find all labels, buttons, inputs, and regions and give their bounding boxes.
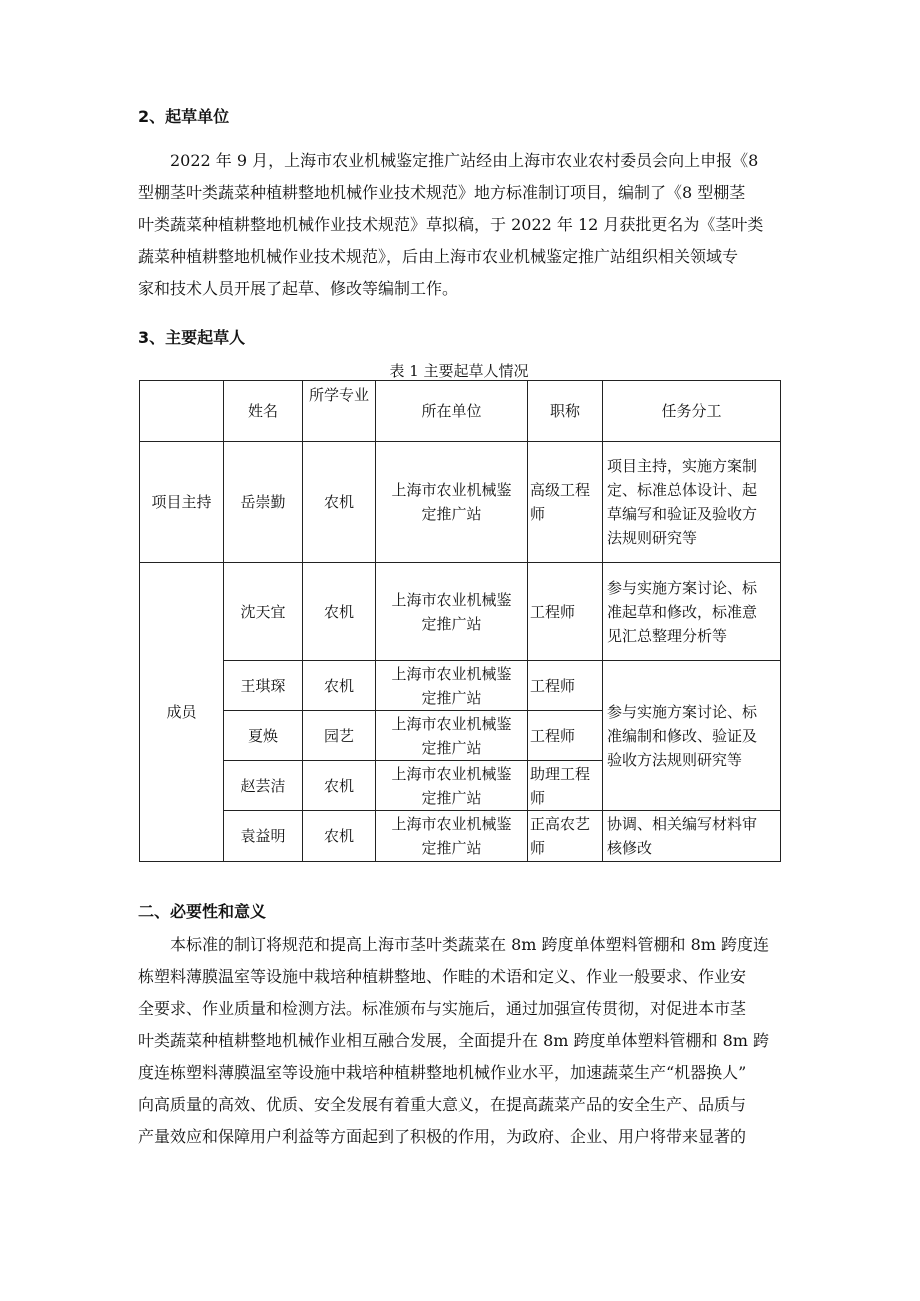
table-caption: 表 1 主要起草人情况 xyxy=(389,362,529,380)
paragraph-line: 叶类蔬菜种植耕整地机械作业相互融合发展，全面提升在 8m 跨度单体塑料管棚和 8m 跨 xyxy=(138,1031,770,1050)
title-cell: 工程师 xyxy=(528,711,603,761)
task-cell: 协调、相关编写材料审 核修改 xyxy=(603,811,781,862)
paragraph-line: 蔬菜种植耕整地机械作业技术规范》，后由上海市农业机械鉴定推广站组织相关领域专 xyxy=(138,247,739,266)
header-cell-major: 所学专业 xyxy=(303,381,376,442)
title-cell: 正高农艺 师 xyxy=(528,811,603,862)
drafters-table xyxy=(139,380,781,862)
header-cell-title: 职称 xyxy=(528,381,603,442)
title-cell: 工程师 xyxy=(528,661,603,711)
table-header-row xyxy=(140,381,781,442)
major-cell: 农机 xyxy=(303,811,376,862)
table-row xyxy=(140,661,781,711)
major-cell: 农机 xyxy=(303,563,376,661)
section-heading-necessity: 二、必要性和意义 xyxy=(138,902,267,921)
major-cell: 农机 xyxy=(303,661,376,711)
name-cell: 袁益明 xyxy=(224,811,303,862)
paragraph-line: 向高质量的高效、优质、安全发展有着重大意义，在提高蔬菜产品的安全生产、品质与 xyxy=(138,1095,747,1114)
title-cell: 工程师 xyxy=(528,563,603,661)
unit-cell: 上海市农业机械鉴 定推广站 xyxy=(376,711,528,761)
major-cell: 园艺 xyxy=(303,711,376,761)
task-cell: 参与实施方案讨论、标 准起草和修改，标准意 见汇总整理分析等 xyxy=(603,563,781,661)
section-heading-drafting-unit: 2、起草单位 xyxy=(138,107,230,126)
major-cell: 农机 xyxy=(303,442,376,563)
paragraph-line: 2022 年 9 月，上海市农业机械鉴定推广站经由上海市农业农村委员会向上申报《8 xyxy=(170,151,759,170)
table-row xyxy=(140,442,781,563)
table-row xyxy=(140,563,781,661)
paragraph-line: 产量效应和保障用户利益等方面起到了积极的作用，为政府、企业、用户将带来显著的 xyxy=(138,1127,747,1146)
name-cell: 王琪琛 xyxy=(224,661,303,711)
header-cell-name: 姓名 xyxy=(224,381,303,442)
paragraph-necessity xyxy=(138,929,782,1153)
unit-cell: 上海市农业机械鉴 定推广站 xyxy=(376,442,528,563)
header-cell-blank xyxy=(140,381,224,442)
unit-cell: 上海市农业机械鉴 定推广站 xyxy=(376,661,528,711)
unit-cell: 上海市农业机械鉴 定推广站 xyxy=(376,811,528,862)
header-cell-task: 任务分工 xyxy=(603,381,781,442)
name-cell: 赵芸洁 xyxy=(224,761,303,811)
paragraph-line: 叶类蔬菜种植耕整地机械作业技术规范》草拟稿，于 2022 年 12 月获批更名为《茎叶类 xyxy=(138,215,764,234)
paragraph-line: 度连栋塑料薄膜温室等设施中栽培种植耕整地机械作业水平，加速蔬菜生产“机器换人” xyxy=(138,1063,747,1082)
paragraph-line: 型棚茎叶类蔬菜种植耕整地机械作业技术规范》地方标准制订项目，编制了《8 型棚茎 xyxy=(138,183,746,202)
name-cell: 夏焕 xyxy=(224,711,303,761)
task-cell: 参与实施方案讨论、标 准编制和修改、验证及 验收方法规则研究等 xyxy=(603,661,781,811)
table-row xyxy=(140,811,781,862)
paragraph-line: 本标准的制订将规范和提高上海市茎叶类蔬菜在 8m 跨度单体塑料管棚和 8m 跨度连 xyxy=(170,935,770,954)
name-cell: 沈天宜 xyxy=(224,563,303,661)
paragraph-drafting-unit xyxy=(138,145,782,305)
major-cell: 农机 xyxy=(303,761,376,811)
title-cell: 助理工程 师 xyxy=(528,761,603,811)
role-cell: 项目主持 xyxy=(140,442,224,563)
task-cell: 项目主持，实施方案制 定、标准总体设计、起 草编写和验证及验收方 法规则研究等 xyxy=(603,442,781,563)
unit-cell: 上海市农业机械鉴 定推广站 xyxy=(376,761,528,811)
paragraph-line: 栋塑料薄膜温室等设施中栽培种植耕整地、作畦的术语和定义、作业一般要求、作业安 xyxy=(138,967,747,986)
name-cell: 岳崇勤 xyxy=(224,442,303,563)
title-cell: 高级工程 师 xyxy=(528,442,603,563)
unit-cell: 上海市农业机械鉴 定推广站 xyxy=(376,563,528,661)
header-cell-unit: 所在单位 xyxy=(376,381,528,442)
paragraph-line: 家和技术人员开展了起草、修改等编制工作。 xyxy=(138,279,459,298)
paragraph-line: 全要求、作业质量和检测方法。标准颁布与实施后，通过加强宣传贯彻，对促进本市茎 xyxy=(138,999,747,1018)
role-cell: 成员 xyxy=(140,563,224,862)
section-heading-drafters: 3、主要起草人 xyxy=(138,328,246,347)
